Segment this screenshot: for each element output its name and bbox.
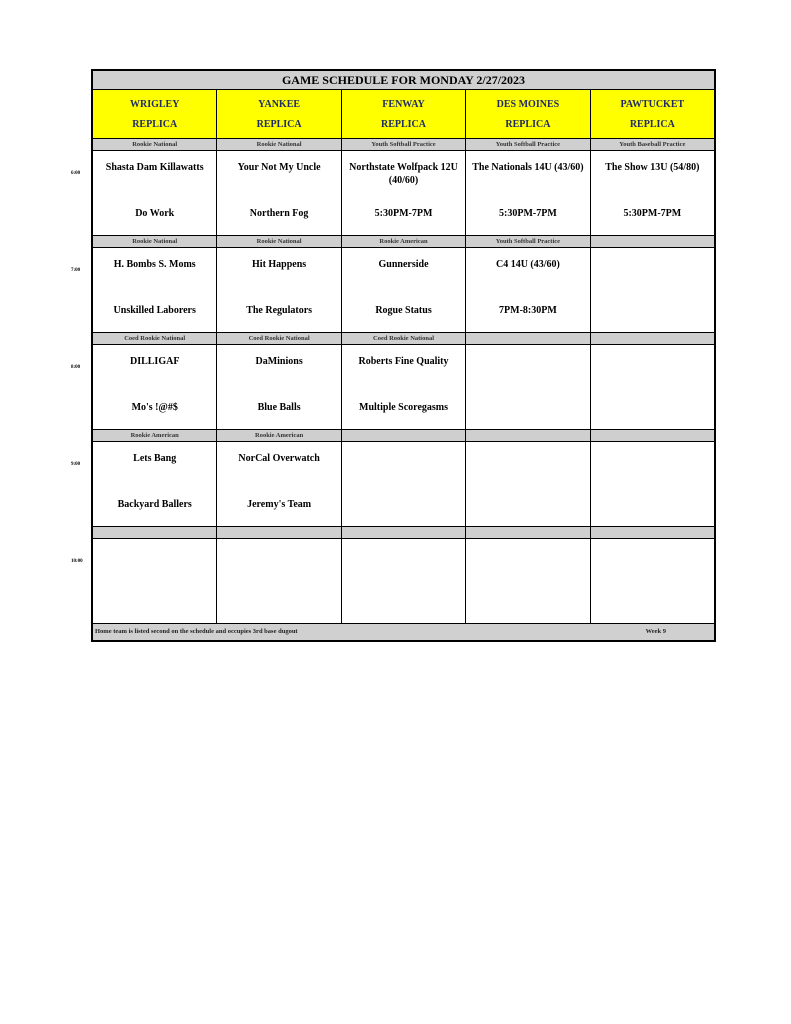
away-team: Hit Happens	[252, 259, 307, 270]
game-cell	[342, 345, 466, 429]
division-label: Coed Rookie National	[342, 333, 466, 344]
home-team: Northern Fog	[249, 208, 309, 219]
division-row	[93, 430, 714, 442]
game-cell	[93, 248, 217, 332]
home-team: 7PM-8:30PM	[499, 305, 557, 316]
field-name: PAWTUCKET	[620, 98, 685, 110]
time-slots	[93, 139, 714, 624]
field-header-pawtucket	[591, 90, 714, 138]
field-sub: REPLICA	[629, 118, 675, 130]
field-name: FENWAY	[382, 98, 425, 110]
division-label	[342, 527, 466, 538]
division-label	[591, 430, 714, 441]
game-row	[93, 151, 714, 236]
field-header-wrigley	[93, 90, 217, 138]
time-slot-label: 7:00	[71, 268, 81, 273]
schedule-footer	[93, 624, 714, 640]
field-header-row	[93, 90, 714, 139]
time-slot-label: 6:00	[71, 171, 81, 176]
division-row	[93, 236, 714, 248]
game-row	[93, 442, 714, 527]
game-cell	[342, 151, 466, 235]
field-sub: REPLICA	[381, 118, 427, 130]
game-cell	[342, 248, 466, 332]
game-cell	[93, 345, 217, 429]
division-label: Rookie National	[93, 236, 217, 247]
away-team: The Nationals 14U (43/60)	[472, 162, 584, 173]
division-label: Youth Softball Practice	[466, 139, 590, 150]
division-label: Coed Rookie National	[217, 333, 341, 344]
home-team: Backyard Ballers	[117, 499, 192, 510]
division-row	[93, 527, 714, 539]
home-team: Blue Balls	[257, 402, 301, 413]
division-label	[591, 527, 714, 538]
division-label: Youth Baseball Practice	[619, 141, 686, 148]
field-name: YANKEE	[258, 98, 301, 110]
game-cell	[466, 151, 590, 235]
division-label: Youth Softball Practice	[466, 236, 590, 247]
game-cell	[93, 442, 217, 526]
division-label	[591, 333, 714, 344]
away-team: Northstate Wolfpack 12U (40/60)	[349, 162, 458, 186]
schedule-title: GAME SCHEDULE FOR MONDAY 2/27/2023	[93, 71, 714, 90]
field-name: DES MOINES	[496, 98, 560, 110]
game-cell	[93, 539, 217, 623]
away-team: Roberts Fine Quality	[358, 356, 449, 367]
away-team: Gunnerside	[378, 259, 429, 270]
game-row	[93, 345, 714, 430]
division-label: Rookie American	[342, 236, 466, 247]
division-label	[466, 527, 590, 538]
division-row	[93, 139, 714, 151]
game-cell	[93, 151, 217, 235]
footer-week: Week 9	[645, 628, 666, 635]
game-cell	[217, 151, 341, 235]
away-team: DaMinions	[255, 356, 303, 367]
home-team: Unskilled Laborers	[113, 305, 196, 316]
game-cell	[342, 442, 466, 526]
time-slot-label: 10:00	[71, 559, 83, 564]
field-header-des-moines	[466, 90, 590, 138]
game-cell	[591, 442, 714, 526]
division-label: Rookie National	[217, 139, 341, 150]
home-team: The Regulators	[246, 305, 313, 316]
division-label	[591, 236, 714, 247]
game-cell	[217, 345, 341, 429]
game-cell	[217, 248, 341, 332]
time-slot-label: 9:00	[71, 462, 81, 467]
game-cell	[342, 539, 466, 623]
schedule-table	[91, 69, 716, 642]
game-cell	[591, 248, 714, 332]
home-team: Rogue Status	[375, 305, 432, 316]
time-slot-label: 8:00	[71, 365, 81, 370]
game-cell	[466, 248, 590, 332]
game-cell	[466, 539, 590, 623]
field-sub: REPLICA	[132, 118, 178, 130]
division-label	[217, 527, 341, 538]
footer-note: Home team is listed second on the schedule and occupies 3rd base dugout	[95, 628, 298, 635]
away-team: NorCal Overwatch	[238, 453, 320, 464]
away-team: The Show 13U (54/80)	[605, 162, 700, 173]
away-team: H. Bombs S. Moms	[113, 259, 196, 270]
away-team: Shasta Dam Killawatts	[105, 162, 204, 173]
division-label: Youth Softball Practice	[342, 139, 466, 150]
game-cell	[217, 539, 341, 623]
division-label: Coed Rookie National	[93, 333, 217, 344]
game-cell	[217, 442, 341, 526]
division-row	[93, 333, 714, 345]
field-name: WRIGLEY	[129, 98, 180, 110]
division-label	[466, 333, 590, 344]
division-label: Rookie American	[217, 430, 341, 441]
game-row	[93, 539, 714, 624]
division-label: Rookie American	[93, 430, 217, 441]
away-team: Your Not My Uncle	[237, 162, 321, 173]
game-cell	[591, 539, 714, 623]
home-team: 5:30PM-7PM	[374, 208, 433, 219]
home-team: Multiple Scoregasms	[359, 402, 448, 413]
division-label	[93, 527, 217, 538]
away-team: C4 14U (43/60)	[495, 259, 560, 270]
field-sub: REPLICA	[505, 118, 551, 130]
field-sub: REPLICA	[256, 118, 302, 130]
home-team: Jeremy's Team	[247, 499, 312, 510]
field-header-yankee	[217, 90, 341, 138]
division-label: Rookie National	[217, 236, 341, 247]
away-team: Lets Bang	[133, 453, 177, 464]
game-cell	[591, 345, 714, 429]
field-header-fenway	[342, 90, 466, 138]
game-cell	[591, 151, 714, 235]
home-team: 5:30PM-7PM	[499, 208, 557, 219]
home-team: Mo's !@#$	[131, 402, 178, 413]
division-label	[342, 430, 466, 441]
division-label: Rookie National	[93, 139, 217, 150]
game-cell	[466, 345, 590, 429]
away-team: DILLIGAF	[129, 356, 180, 367]
home-team: Do Work	[135, 208, 175, 219]
game-row	[93, 248, 714, 333]
home-team: 5:30PM-7PM	[623, 208, 682, 219]
division-label	[466, 430, 590, 441]
game-cell	[466, 442, 590, 526]
